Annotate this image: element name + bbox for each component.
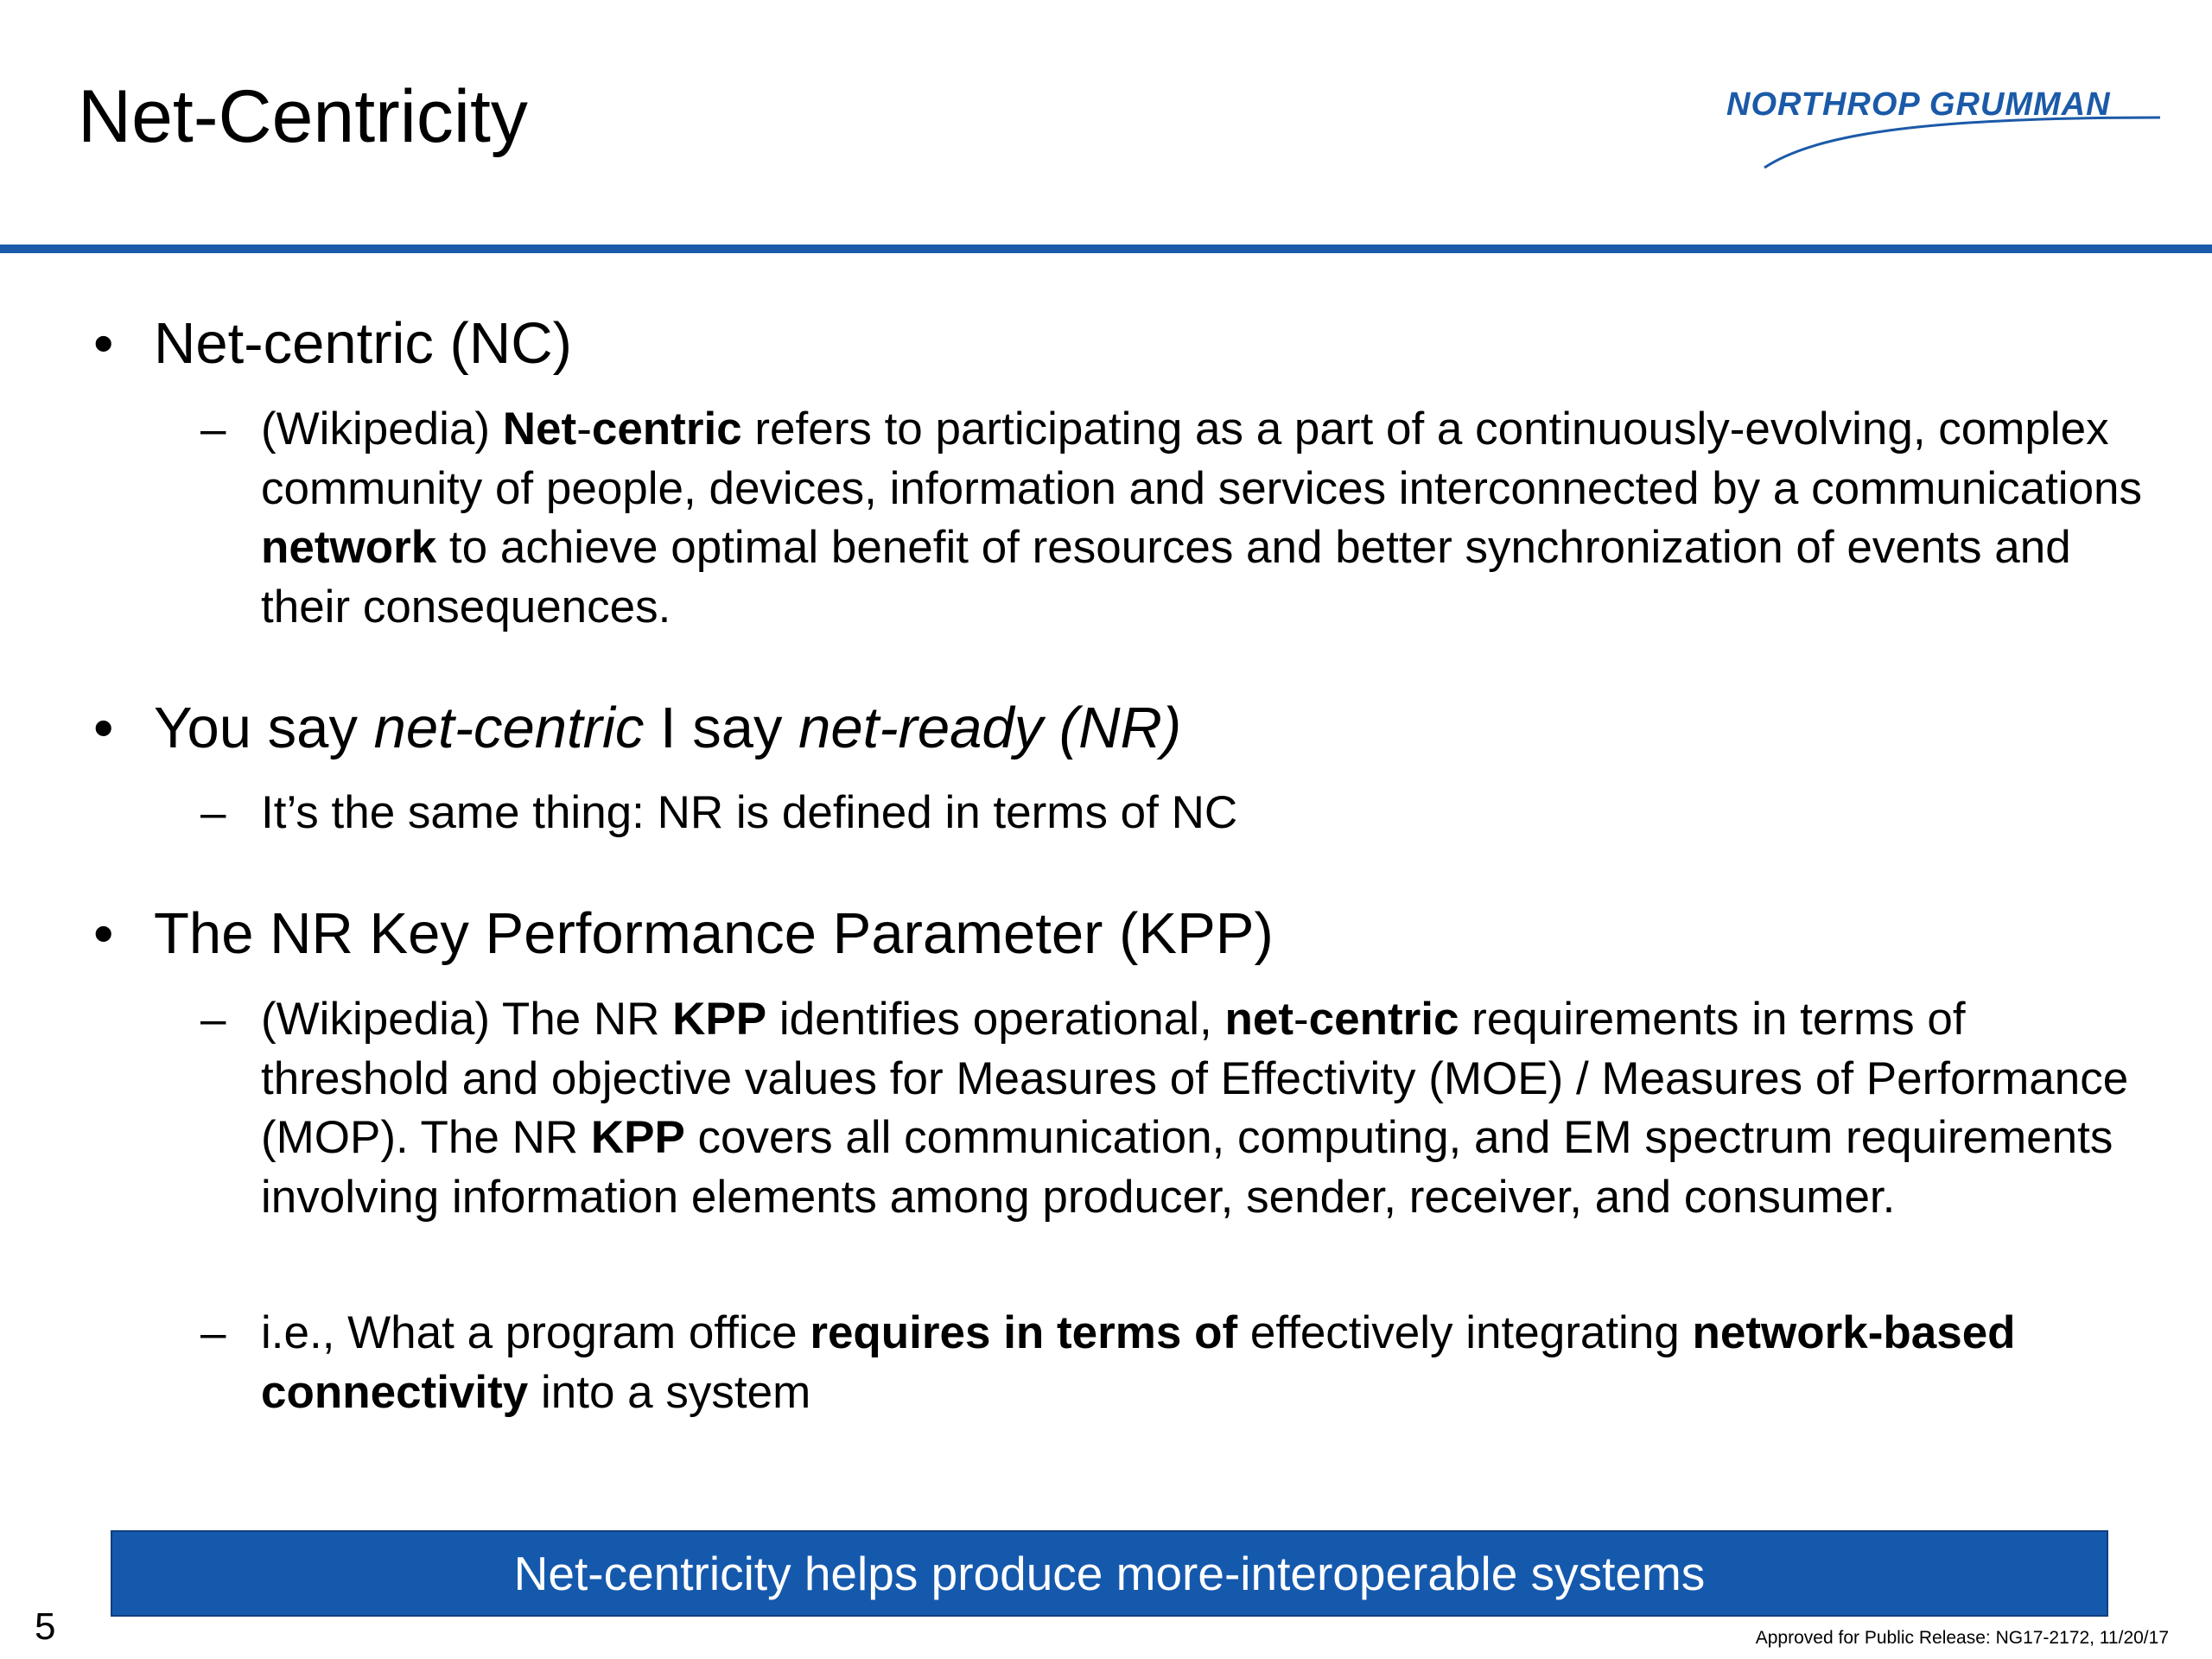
bullet-text <box>154 899 1274 969</box>
sub-bullet-text <box>261 1304 2162 1422</box>
text-run: requirements in terms of threshold and objective values for Measures of Effectivity (MOE) / Measures of Performance (MOP). The NR <box>261 994 2129 1163</box>
text-run: centric <box>591 404 742 454</box>
sub-bullet-dash: – <box>200 787 226 838</box>
text-run: net-ready (NR) <box>798 696 1182 760</box>
summary-banner: Net-centricity helps produce more-interoperable systems <box>111 1530 2108 1617</box>
text-run: The NR Key Performance Parameter (KPP) <box>154 901 1274 966</box>
text-run: centric <box>1308 994 1459 1045</box>
bullet-dot: • <box>93 311 114 376</box>
text-run: net-centric <box>373 696 645 760</box>
sub-bullet-dash: – <box>200 994 226 1045</box>
text-run: net <box>1224 994 1294 1045</box>
text-run: KPP <box>672 994 767 1045</box>
logo-text: NORTHROP GRUMMAN <box>1726 86 2111 123</box>
text-run: Net-centric (NC) <box>154 311 572 376</box>
text-run: requires in terms of <box>810 1307 1238 1358</box>
text-run: identifies operational, <box>766 994 1225 1045</box>
bullet-dot: • <box>93 696 114 760</box>
text-run: You say <box>154 696 374 760</box>
text-run: KPP <box>590 1112 685 1163</box>
bullet-dot: • <box>93 901 114 966</box>
sub-bullet-dash: – <box>200 404 226 454</box>
text-run: network <box>261 522 437 573</box>
text-run: refers to participating as a part of a continuously-evolving, complex community of people, devices, information and services interconnected by a communications <box>261 404 2143 514</box>
text-run: Net <box>502 404 577 454</box>
slide-number: 5 <box>35 1605 56 1648</box>
text-run: into a system <box>528 1366 811 1418</box>
header-divider <box>0 245 2212 253</box>
sub-bullet-text <box>261 784 2162 843</box>
text-run: (Wikipedia) <box>261 404 503 454</box>
text-run: effectively integrating <box>1237 1307 1693 1358</box>
sub-bullet-text <box>261 400 2162 637</box>
sub-bullet-text <box>261 990 2162 1227</box>
text-run: It’s the same thing: NR is defined in terms of NC <box>261 787 1238 838</box>
text-run: covers all communication, computing, and EM spectrum requirements involving information elements among producer, sender, receiver, and consumer. <box>261 1112 2113 1223</box>
text-run: (Wikipedia) The NR <box>261 994 673 1045</box>
text-run: - <box>576 404 592 454</box>
slide-title: Net-Centricity <box>78 75 528 158</box>
bullet-text <box>154 309 572 378</box>
bullet-text <box>154 694 1181 763</box>
text-run: network-based connectivity <box>261 1307 2016 1418</box>
release-note: Approved for Public Release: NG17-2172, 11/20/17 <box>1755 1628 2169 1648</box>
text-run: I say <box>644 696 799 760</box>
text-run: to achieve optimal benefit of resources and better synchronization of events and their consequences. <box>261 522 2071 632</box>
sub-bullet-dash: – <box>200 1307 226 1358</box>
text-run: - <box>1293 994 1309 1045</box>
northrop-grumman-logo <box>1719 83 2169 173</box>
text-run: i.e., What a program office <box>261 1307 810 1358</box>
